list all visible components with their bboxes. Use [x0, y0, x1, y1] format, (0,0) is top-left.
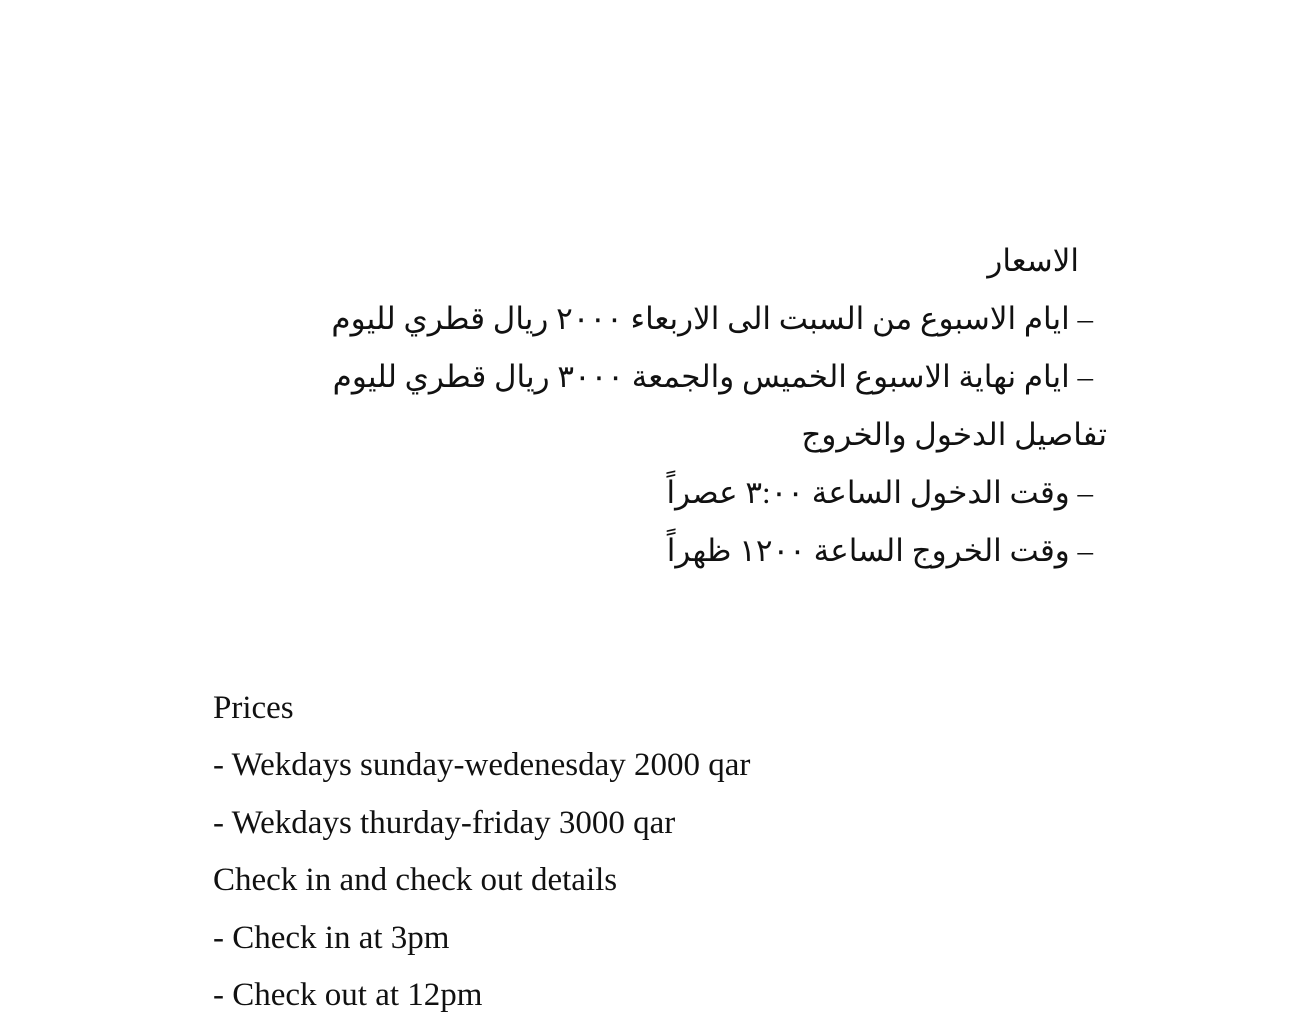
- arabic-weekdays-price: – ايام الاسبوع من السبت الى الاربعاء ٢٠٠٠ ريال قطري لليوم: [331, 301, 1093, 336]
- arabic-checkout-time: – وقت الخروج الساعة ١٢٠٠ ظهراً: [666, 533, 1093, 568]
- english-checkin-heading: Check in and check out details: [213, 862, 618, 899]
- english-weekdays-price: - Wekdays sunday-wedenesday 2000 qar: [213, 747, 751, 784]
- english-checkin-time: - Check in at 3pm: [213, 919, 450, 956]
- english-checkout-time: - Check out at 12pm: [213, 976, 483, 1013]
- arabic-checkin-heading: تفاصيل الدخول والخروج: [801, 417, 1107, 452]
- arabic-prices-heading: الاسعار: [987, 243, 1079, 278]
- english-prices-heading: Prices: [213, 690, 294, 726]
- english-weekend-price: - Wekdays thurday-friday 3000 qar: [213, 804, 676, 841]
- arabic-weekend-price: – ايام نهاية الاسبوع الخميس والجمعة ٣٠٠٠ ريال قطري لليوم: [332, 359, 1093, 394]
- arabic-checkin-time: – وقت الدخول الساعة ٣:٠٠ عصراً: [666, 475, 1093, 510]
- arabic-section: [331, 232, 1107, 580]
- english-section: [213, 680, 1113, 1024]
